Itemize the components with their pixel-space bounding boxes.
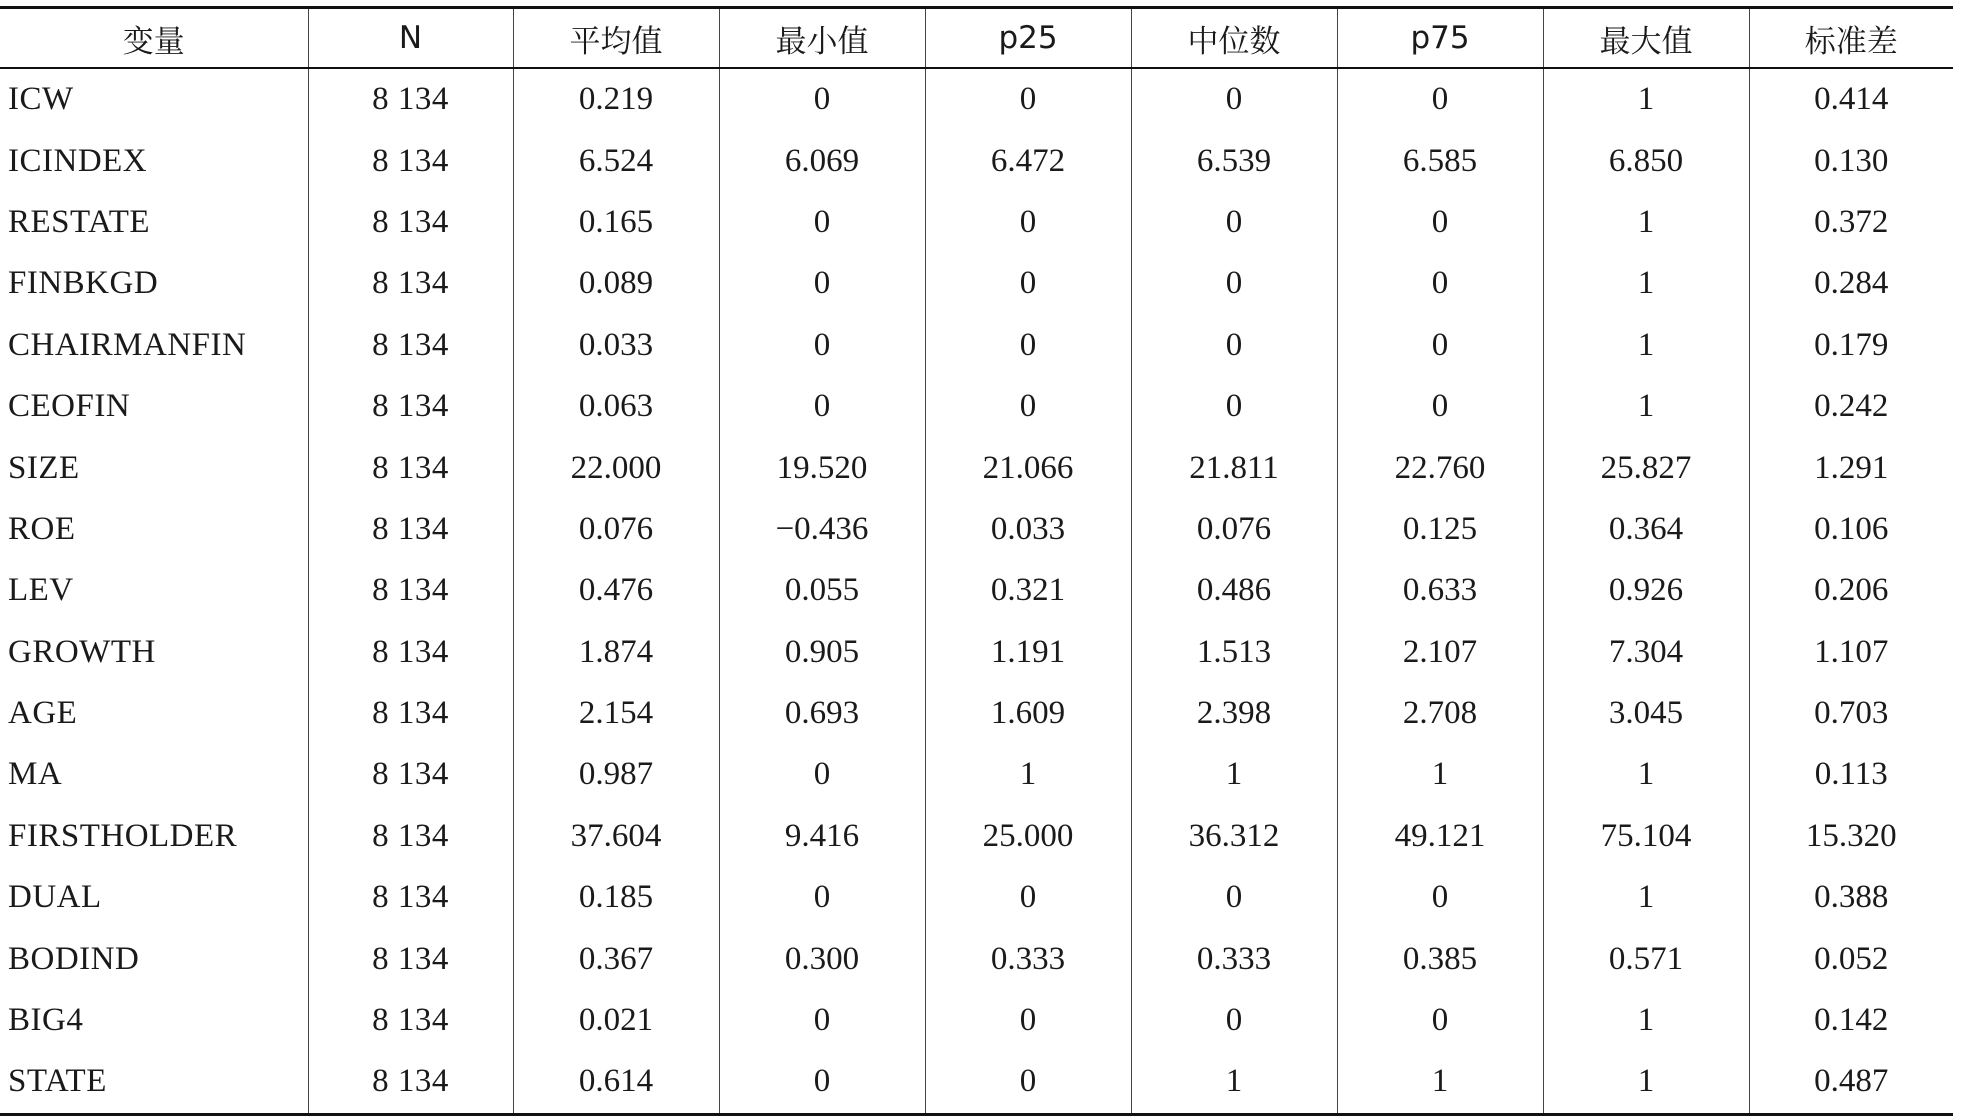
cell-p75: 0 xyxy=(1337,315,1543,376)
cell-p25: 0 xyxy=(925,990,1131,1051)
cell-std-dev: 0.487 xyxy=(1749,1051,1953,1114)
cell-median: 0 xyxy=(1131,315,1337,376)
column-header-std-dev: 标准差 xyxy=(1749,8,1953,69)
cell-max: 0.364 xyxy=(1543,499,1749,560)
cell-std-dev: 0.372 xyxy=(1749,192,1953,253)
cell-mean: 6.524 xyxy=(513,130,719,191)
cell-median: 0.486 xyxy=(1131,560,1337,621)
cell-std-dev: 1.107 xyxy=(1749,622,1953,683)
cell-median: 1 xyxy=(1131,744,1337,805)
cell-mean: 2.154 xyxy=(513,683,719,744)
cell-std-dev: 0.284 xyxy=(1749,253,1953,314)
table-row xyxy=(0,560,1953,621)
cell-p75: 2.708 xyxy=(1337,683,1543,744)
cell-p25: 6.472 xyxy=(925,130,1131,191)
cell-mean: 22.000 xyxy=(513,437,719,498)
cell-p75: 1 xyxy=(1337,744,1543,805)
descriptive-stats-table-container xyxy=(0,6,1953,1116)
cell-std-dev: 0.142 xyxy=(1749,990,1953,1051)
cell-p75: 22.760 xyxy=(1337,437,1543,498)
cell-median: 1 xyxy=(1131,1051,1337,1114)
cell-mean: 0.476 xyxy=(513,560,719,621)
table-body xyxy=(0,68,1953,1114)
header-row xyxy=(0,8,1953,69)
cell-median: 2.398 xyxy=(1131,683,1337,744)
cell-min: 0 xyxy=(719,315,925,376)
cell-p75: 0 xyxy=(1337,867,1543,928)
cell-p75: 0.385 xyxy=(1337,928,1543,989)
cell-min: 0.905 xyxy=(719,622,925,683)
cell-variable: ICW xyxy=(8,81,74,118)
cell-std-dev: 0.113 xyxy=(1749,744,1953,805)
cell-std-dev: 0.242 xyxy=(1749,376,1953,437)
cell-n: 8 134 xyxy=(308,253,513,314)
table-row xyxy=(0,437,1953,498)
cell-p75: 0 xyxy=(1337,253,1543,314)
cell-std-dev: 0.179 xyxy=(1749,315,1953,376)
cell-variable: CHAIRMANFIN xyxy=(8,326,247,363)
cell-max: 6.850 xyxy=(1543,130,1749,191)
cell-min: 0 xyxy=(719,376,925,437)
cell-p75: 49.121 xyxy=(1337,806,1543,867)
cell-median: 6.539 xyxy=(1131,130,1337,191)
cell-p25: 0 xyxy=(925,867,1131,928)
cell-variable: FINBKGD xyxy=(8,265,159,302)
cell-p25: 1.191 xyxy=(925,622,1131,683)
cell-variable: FIRSTHOLDER xyxy=(8,817,238,854)
cell-min: 0 xyxy=(719,192,925,253)
cell-p75: 0.633 xyxy=(1337,560,1543,621)
column-header-p25: p25 xyxy=(925,8,1131,69)
cell-median: 1.513 xyxy=(1131,622,1337,683)
cell-std-dev: 0.388 xyxy=(1749,867,1953,928)
table-row xyxy=(0,683,1953,744)
table-row xyxy=(0,68,1953,130)
cell-n: 8 134 xyxy=(308,867,513,928)
table-row xyxy=(0,376,1953,437)
cell-median: 0.333 xyxy=(1131,928,1337,989)
cell-p25: 0 xyxy=(925,1051,1131,1114)
cell-max: 0.571 xyxy=(1543,928,1749,989)
column-header-mean: 平均值 xyxy=(513,8,719,69)
table-row xyxy=(0,315,1953,376)
cell-min: 0 xyxy=(719,867,925,928)
table-row xyxy=(0,192,1953,253)
cell-p25: 21.066 xyxy=(925,437,1131,498)
cell-variable: LEV xyxy=(8,572,74,609)
cell-median: 0 xyxy=(1131,192,1337,253)
table-row xyxy=(0,622,1953,683)
cell-n: 8 134 xyxy=(308,437,513,498)
cell-mean: 0.021 xyxy=(513,990,719,1051)
cell-n: 8 134 xyxy=(308,130,513,191)
cell-std-dev: 0.703 xyxy=(1749,683,1953,744)
cell-p25: 25.000 xyxy=(925,806,1131,867)
cell-p75: 0 xyxy=(1337,192,1543,253)
cell-min: 0.300 xyxy=(719,928,925,989)
cell-min: 0.055 xyxy=(719,560,925,621)
cell-max: 1 xyxy=(1543,315,1749,376)
cell-n: 8 134 xyxy=(308,68,513,130)
cell-variable: BODIND xyxy=(8,940,140,977)
cell-max: 1 xyxy=(1543,192,1749,253)
cell-mean: 0.165 xyxy=(513,192,719,253)
table-header xyxy=(0,8,1953,69)
cell-p75: 2.107 xyxy=(1337,622,1543,683)
cell-median: 0 xyxy=(1131,376,1337,437)
cell-mean: 0.367 xyxy=(513,928,719,989)
cell-mean: 1.874 xyxy=(513,622,719,683)
cell-n: 8 134 xyxy=(308,315,513,376)
cell-mean: 37.604 xyxy=(513,806,719,867)
cell-n: 8 134 xyxy=(308,499,513,560)
cell-median: 0 xyxy=(1131,253,1337,314)
descriptive-stats-table xyxy=(0,6,1953,1116)
cell-max: 1 xyxy=(1543,867,1749,928)
cell-mean: 0.219 xyxy=(513,68,719,130)
cell-max: 3.045 xyxy=(1543,683,1749,744)
cell-p25: 0.033 xyxy=(925,499,1131,560)
cell-n: 8 134 xyxy=(308,376,513,437)
table-row xyxy=(0,253,1953,314)
column-header-median: 中位数 xyxy=(1131,8,1337,69)
column-header-n: N xyxy=(308,8,513,69)
cell-std-dev: 0.414 xyxy=(1749,68,1953,130)
cell-mean: 0.089 xyxy=(513,253,719,314)
cell-mean: 0.185 xyxy=(513,867,719,928)
cell-mean: 0.614 xyxy=(513,1051,719,1114)
cell-n: 8 134 xyxy=(308,192,513,253)
table-row xyxy=(0,130,1953,191)
cell-p75: 0.125 xyxy=(1337,499,1543,560)
cell-variable: ICINDEX xyxy=(8,142,148,179)
cell-min: 0 xyxy=(719,68,925,130)
cell-p25: 0 xyxy=(925,253,1131,314)
cell-mean: 0.987 xyxy=(513,744,719,805)
cell-max: 1 xyxy=(1543,990,1749,1051)
cell-min: −0.436 xyxy=(719,499,925,560)
cell-n: 8 134 xyxy=(308,990,513,1051)
cell-mean: 0.063 xyxy=(513,376,719,437)
cell-max: 0.926 xyxy=(1543,560,1749,621)
cell-variable: CEOFIN xyxy=(8,388,131,425)
cell-max: 1 xyxy=(1543,253,1749,314)
cell-median: 21.811 xyxy=(1131,437,1337,498)
cell-std-dev: 0.206 xyxy=(1749,560,1953,621)
cell-variable: SIZE xyxy=(8,449,80,486)
cell-median: 0 xyxy=(1131,68,1337,130)
cell-n: 8 134 xyxy=(308,744,513,805)
cell-max: 1 xyxy=(1543,744,1749,805)
cell-p25: 0 xyxy=(925,315,1131,376)
table-row xyxy=(0,499,1953,560)
cell-min: 9.416 xyxy=(719,806,925,867)
cell-max: 75.104 xyxy=(1543,806,1749,867)
cell-median: 36.312 xyxy=(1131,806,1337,867)
cell-min: 0.693 xyxy=(719,683,925,744)
cell-min: 0 xyxy=(719,744,925,805)
cell-variable: STATE xyxy=(8,1063,107,1100)
cell-n: 8 134 xyxy=(308,683,513,744)
cell-max: 7.304 xyxy=(1543,622,1749,683)
cell-std-dev: 0.052 xyxy=(1749,928,1953,989)
cell-min: 6.069 xyxy=(719,130,925,191)
cell-median: 0 xyxy=(1131,990,1337,1051)
cell-variable: GROWTH xyxy=(8,633,156,670)
cell-p75: 0 xyxy=(1337,990,1543,1051)
cell-mean: 0.033 xyxy=(513,315,719,376)
cell-variable: BIG4 xyxy=(8,1002,84,1039)
table-row xyxy=(0,990,1953,1051)
cell-std-dev: 1.291 xyxy=(1749,437,1953,498)
cell-p25: 0.321 xyxy=(925,560,1131,621)
cell-n: 8 134 xyxy=(308,928,513,989)
cell-variable: AGE xyxy=(8,695,78,732)
cell-min: 0 xyxy=(719,990,925,1051)
cell-max: 25.827 xyxy=(1543,437,1749,498)
cell-n: 8 134 xyxy=(308,806,513,867)
table-row xyxy=(0,867,1953,928)
cell-max: 1 xyxy=(1543,1051,1749,1114)
cell-p25: 1 xyxy=(925,744,1131,805)
cell-median: 0.076 xyxy=(1131,499,1337,560)
cell-n: 8 134 xyxy=(308,560,513,621)
cell-p25: 0.333 xyxy=(925,928,1131,989)
cell-p25: 0 xyxy=(925,376,1131,437)
cell-std-dev: 0.106 xyxy=(1749,499,1953,560)
cell-p25: 1.609 xyxy=(925,683,1131,744)
cell-variable: ROE xyxy=(8,510,76,547)
cell-p75: 6.585 xyxy=(1337,130,1543,191)
cell-variable: DUAL xyxy=(8,879,102,916)
cell-n: 8 134 xyxy=(308,1051,513,1114)
column-header-min: 最小值 xyxy=(719,8,925,69)
cell-max: 1 xyxy=(1543,68,1749,130)
cell-n: 8 134 xyxy=(308,622,513,683)
cell-std-dev: 15.320 xyxy=(1749,806,1953,867)
cell-p75: 1 xyxy=(1337,1051,1543,1114)
table-row xyxy=(0,806,1953,867)
cell-p25: 0 xyxy=(925,192,1131,253)
cell-variable: RESTATE xyxy=(8,203,151,240)
cell-mean: 0.076 xyxy=(513,499,719,560)
cell-min: 0 xyxy=(719,253,925,314)
cell-median: 0 xyxy=(1131,867,1337,928)
cell-p75: 0 xyxy=(1337,68,1543,130)
column-header-p75: p75 xyxy=(1337,8,1543,69)
cell-variable: MA xyxy=(8,756,63,793)
cell-p25: 0 xyxy=(925,68,1131,130)
cell-max: 1 xyxy=(1543,376,1749,437)
cell-min: 0 xyxy=(719,1051,925,1114)
table-row xyxy=(0,1051,1953,1114)
cell-std-dev: 0.130 xyxy=(1749,130,1953,191)
cell-p75: 0 xyxy=(1337,376,1543,437)
table-row xyxy=(0,928,1953,989)
cell-min: 19.520 xyxy=(719,437,925,498)
column-header-max: 最大值 xyxy=(1543,8,1749,69)
table-row xyxy=(0,744,1953,805)
column-header-variable: 变量 xyxy=(122,23,185,60)
